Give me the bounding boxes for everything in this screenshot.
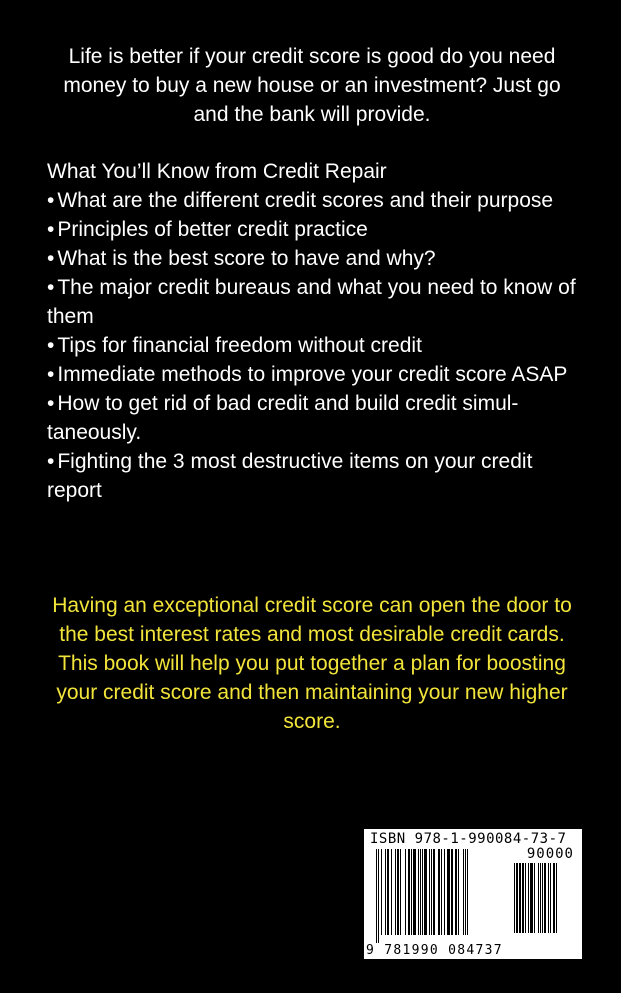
bullet-icon: • <box>47 334 55 357</box>
list-item-text: Tips for financial freedom without credit <box>57 334 422 357</box>
list-item <box>47 447 577 505</box>
barcode-bars-addon <box>514 863 574 941</box>
list-item <box>47 244 577 273</box>
list-item <box>47 360 577 389</box>
bullet-icon: • <box>47 392 55 415</box>
intro-paragraph: Life is better if your credit score is good do you need money to buy a new house or an investment? Just go and the bank will provide. <box>63 45 561 126</box>
list-item-text: Immediate methods to improve your credit score ASAP <box>57 363 568 386</box>
bullet-icon: • <box>47 450 55 473</box>
isbn-label: ISBN 978-1-990084-73-7 <box>370 831 567 847</box>
list-item <box>47 389 577 447</box>
list-title: What You’ll Know from Credit Repair <box>47 160 387 183</box>
list-item-text: The major credit bureaus and what you need to know of them <box>47 276 576 328</box>
list-item-text: What are the different credit scores and their purpose <box>57 189 554 212</box>
isbn-barcode <box>364 829 582 959</box>
list-item <box>47 273 577 331</box>
bullet-icon: • <box>47 363 55 386</box>
promo-paragraph: Having an exceptional credit score can open the door to the best interest rates and most desirable credit cards. This book will help you put together a plan for boosting your credit score and then maintaining your new higher score. <box>52 594 572 733</box>
benefits-list <box>47 186 577 505</box>
list-item-text: What is the best score to have and why? <box>57 247 436 270</box>
list-item-text: Fighting the 3 most destructive items on your credit report <box>47 450 533 502</box>
bullet-icon: • <box>47 247 55 270</box>
list-item <box>47 186 577 215</box>
price-code: 90000 <box>526 846 574 862</box>
bullet-icon: • <box>47 218 55 241</box>
bullet-icon: • <box>47 189 55 212</box>
list-item-text: Principles of better credit practice <box>57 218 368 241</box>
list-item-text: How to get rid of bad credit and build credit simul-taneously. <box>47 392 519 444</box>
barcode-bars-main <box>376 849 512 943</box>
isbn-digits: 9 781990 084737 <box>366 943 503 958</box>
bullet-icon: • <box>47 276 55 299</box>
list-item <box>47 215 577 244</box>
list-item <box>47 331 577 360</box>
